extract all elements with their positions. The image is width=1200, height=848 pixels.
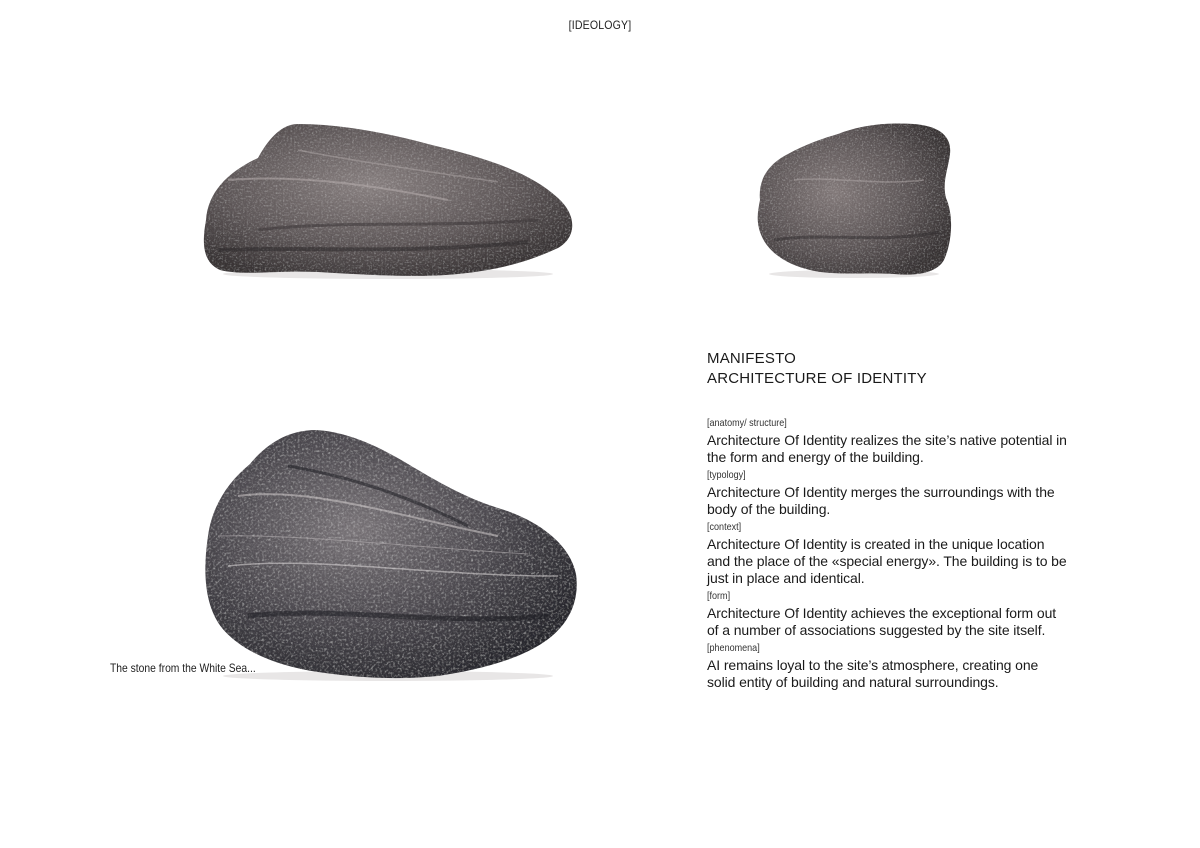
section-label: [typology] (707, 469, 746, 481)
stone-top-left-image (198, 120, 578, 282)
section-anatomy (707, 416, 1067, 466)
section-label: [context] (707, 521, 742, 533)
section-text: AI remains loyal to the site’s atmosphere, creating one solid entity of building and natural surroundings. (707, 657, 1039, 690)
section-label: [anatomy/ structure] (707, 417, 787, 429)
section-text: Architecture Of Identity merges the surroundings with the body of the building. (707, 484, 1055, 517)
manifesto-title: MANIFESTO (707, 350, 797, 367)
section-phenomena (707, 641, 1067, 691)
section-text: Architecture Of Identity realizes the site’s native potential in the form and energy of the building. (707, 432, 1067, 465)
section-label: [form] (707, 590, 731, 602)
stone-bottom-left-image (198, 426, 582, 682)
manifesto-subtitle: ARCHITECTURE OF IDENTITY (707, 370, 927, 387)
section-text: Architecture Of Identity is created in the unique location and the place of the «special energy». The building is to be just in place and identical. (707, 536, 1067, 586)
stone-caption: The stone from the White Sea... (110, 661, 256, 675)
section-typology (707, 468, 1067, 518)
section-context (707, 520, 1067, 587)
manifesto-sections (707, 416, 1067, 691)
section-label: [phenomena] (707, 642, 760, 654)
manifesto-block (707, 349, 1067, 693)
section-text: Architecture Of Identity achieves the exceptional form out of a number of associations suggested by the site itself. (707, 605, 1057, 638)
section-form (707, 589, 1067, 639)
stone-top-right-image (754, 120, 956, 282)
page-header-tag: [IDEOLOGY] (568, 18, 632, 32)
